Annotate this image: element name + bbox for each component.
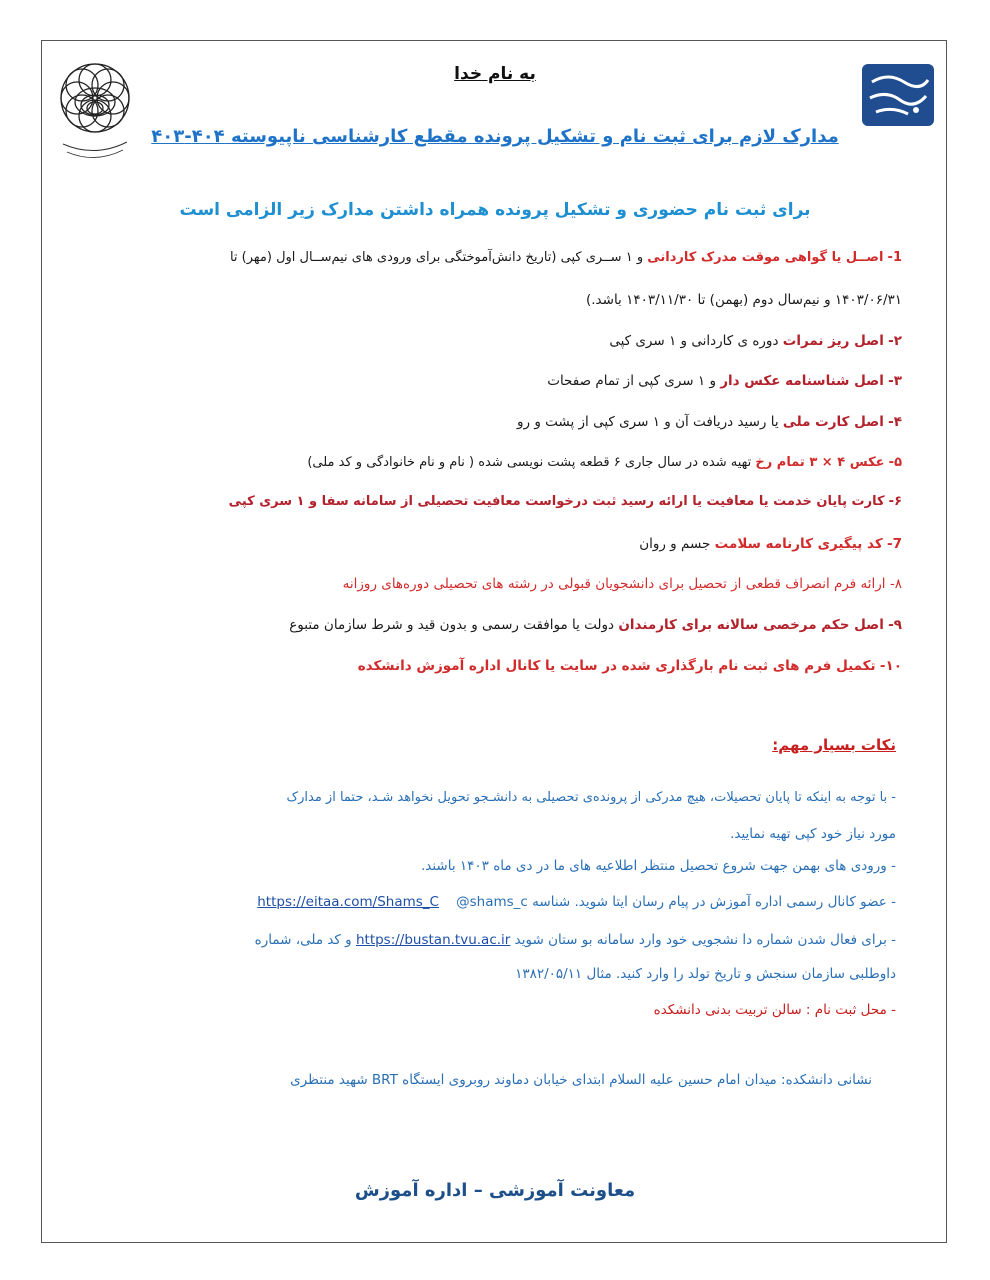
item-text: دوره ی کاردانی و ۱ سری کپی [609,333,779,349]
address: نشانی دانشکده: میدان امام حسین علیه السلام ابتدای خیابان دماوند روبروی ایستگاه BRT شهید منتظری [290,1072,872,1088]
note-1: - با توجه به اینکه تا پایان تحصیلات، هیچ مدرکی از پرونده‌ی تحصیلی به دانشـجو تحویل نخواهد شـد، حتما از مدارک [286,790,896,805]
list-item: ۳- اصل شناسنامه عکس دار و ۱ سری کپی از تمام صفحات [547,373,902,389]
footer-signature: معاونت آموزشی – اداره آموزش [354,1180,636,1201]
item-emphasis: عکس ۴ × ۳ تمام رخ [755,455,885,470]
note-3: - عضو کانال رسمی اداره آموزش در پیام رسان ایتا شوید. شناسه @shams_c https://eitaa.com/Shams_C [257,894,896,910]
list-item: ۵- عکس ۴ × ۳ تمام رخ تهیه شده در سال جاری ۶ قطعه پشت نویسی شده ( نام و نام خانوادگی و کد ملی) [307,455,902,470]
eitaa-handle: @shams_c [456,894,528,910]
item-text: دولت یا موافقت رسمی و بدون قید و شرط سازمان متبوع [289,617,615,633]
note-5: - محل ثبت نام : سالن تربیت بدنی دانشکده [653,1002,896,1018]
notes-title: نکات بسیار مهم: [772,736,896,754]
item-number: 1- [887,250,902,265]
item-text: و ۱ ســری کپی (تاریخ دانش‌آموختگی برای ورودی های نیم‌ســال اول (مهر) تا [229,250,644,265]
list-item [230,250,902,265]
item-text: ارائه فرم انصراف قطعی از تحصیل برای دانشجویان قبولی در رشته های تحصیلی دوره‌های روزانه [342,576,886,592]
list-item: 7- کد پیگیری کارنامه سلامت جسم و روان [639,536,902,552]
list-item: ۴- اصل کارت ملی یا رسید دریافت آن و ۱ سری کپی از پشت و رو [517,414,902,430]
eitaa-link[interactable]: https://eitaa.com/Shams_C [257,894,439,910]
item-emphasis: اصــل یا گواهی موقت مدرک کاردانی [647,250,884,265]
item-text: جسم و روان [639,536,711,552]
list-item: ۱۰- تکمیل فرم های ثبت نام بارگذاری شده در سایت یا کانال اداره آموزش دانشکده [357,658,902,674]
list-item: ۸- ارائه فرم انصراف قطعی از تحصیل برای دانشجویان قبولی در رشته های تحصیلی دوره‌های روزانه [342,576,902,592]
page-title: مدارک لازم برای ثبت نام و تشکیل پرونده مقطع کارشناسی ناپیوسته ۴۰۴-۴۰۳ [151,126,839,147]
item-emphasis: اصل کارت ملی [782,414,884,430]
note-4: - برای فعال شدن شماره دا نشجویی خود وارد سامانه بو ستان شوید https://bustan.tvu.ac.ir و کد ملی، شماره [254,932,896,948]
bismillah: به نام خدا [454,64,536,84]
item-text: و ۱ سری کپی از تمام صفحات [547,373,716,389]
page-subtitle: برای ثبت نام حضوری و تشکیل پرونده همراه داشتن مدارک زیر الزامی است [179,200,811,220]
note-1-continuation: مورد نیاز خود کپی تهیه نمایید. [730,826,896,842]
item-text: تهیه شده در سال جاری ۶ قطعه پشت نویسی شده ( نام و نام خانوادگی و کد ملی) [307,455,752,470]
item-emphasis: اصل حکم مرخصی سالانه برای کارمندان [618,617,884,633]
item-emphasis: تکمیل فرم های ثبت نام بارگذاری شده در سایت یا کانال اداره آموزش دانشکده [357,658,876,674]
note-4-continuation: داوطلبی سازمان سنجش و تاریخ تولد را وارد کنید. مثال ۱۳۸۲/۰۵/۱۱ [515,966,896,982]
list-item-continuation: ۱۴۰۳/۰۶/۳۱ و نیم‌سال دوم (بهمن) تا ۱۴۰۳/۱۱/۳۰ باشد.) [585,292,902,308]
item-text: یا رسید دریافت آن و ۱ سری کپی از پشت و رو [517,414,779,430]
item-emphasis: کد پیگیری کارنامه سلامت [714,536,883,552]
bustan-link[interactable]: https://bustan.tvu.ac.ir [355,932,511,948]
page-border [41,40,947,1243]
item-emphasis: اصل ریز نمرات [782,333,884,349]
list-item: ۶- کارت پایان خدمت یا معافیت یا ارائه رسید ثبت درخواست معافیت تحصیلی از سامانه سفا و ۱ سری کپی [228,494,902,509]
list-item: ۹- اصل حکم مرخصی سالانه برای کارمندان دولت یا موافقت رسمی و بدون قید و شرط سازمان متبوع [289,617,902,633]
list-item: ۲- اصل ریز نمرات دوره ی کاردانی و ۱ سری کپی [609,333,902,349]
item-emphasis: کارت پایان خدمت یا معافیت یا ارائه رسید ثبت درخواست معافیت تحصیلی از سامانه سفا و ۱ سری کپی [228,494,885,509]
note-2: - ورودی های بهمن جهت شروع تحصیل منتظر اطلاعیه های ما در دی ماه ۱۴۰۳ باشند. [420,858,896,874]
item-emphasis: اصل شناسنامه عکس دار [720,373,884,389]
